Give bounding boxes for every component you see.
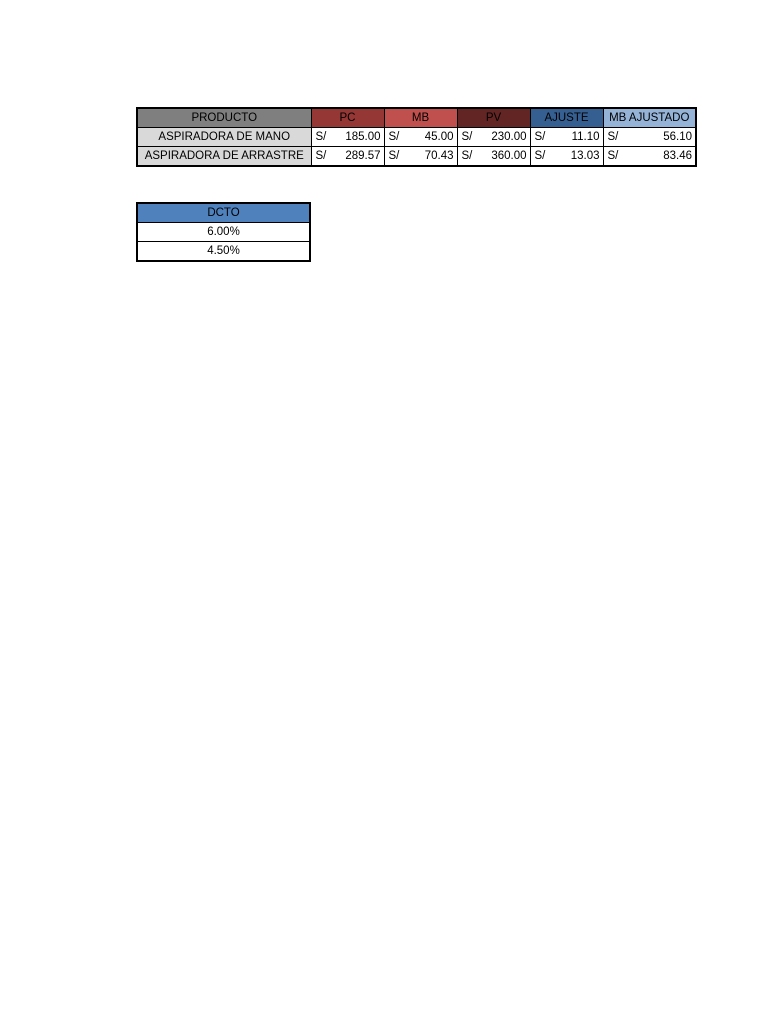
cell-dcto[interactable]: 4.50% [137,242,310,262]
cell-dcto[interactable]: 6.00% [137,223,310,242]
table-row [137,223,310,242]
amount: 230.00 [491,131,527,143]
header-mb[interactable]: MB [384,108,457,128]
currency-symbol: S/ [461,150,473,162]
currency-symbol: S/ [607,131,619,143]
cell-ajuste[interactable] [530,128,603,147]
discount-table [136,202,311,262]
table-row [137,128,696,147]
product-pricing-table [136,107,697,167]
amount: 13.03 [570,150,600,162]
currency-symbol: S/ [388,150,400,162]
table-row [137,147,696,167]
header-ajuste[interactable]: AJUSTE [530,108,603,128]
header-row [137,108,696,128]
cell-mb[interactable] [384,128,457,147]
currency-symbol: S/ [388,131,400,143]
currency-symbol: S/ [534,150,546,162]
amount: 45.00 [424,131,454,143]
cell-pv[interactable] [457,128,530,147]
amount: 289.57 [345,150,381,162]
cell-mb-ajustado[interactable] [603,147,696,167]
currency-symbol: S/ [315,131,327,143]
cell-mb[interactable] [384,147,457,167]
table-row [137,242,310,262]
header-mb-ajustado[interactable]: MB AJUSTADO [603,108,696,128]
amount: 83.46 [663,150,692,162]
header-dcto[interactable]: DCTO [137,203,310,223]
currency-symbol: S/ [461,131,473,143]
cell-ajuste[interactable] [530,147,603,167]
cell-producto[interactable]: ASPIRADORA DE ARRASTRE [137,147,311,167]
amount: 11.10 [571,131,600,143]
currency-symbol: S/ [607,150,619,162]
cell-producto[interactable]: ASPIRADORA DE MANO [137,128,311,147]
cell-pc[interactable] [311,147,384,167]
header-pc[interactable]: PC [311,108,384,128]
currency-symbol: S/ [315,150,327,162]
amount: 56.10 [663,131,692,143]
amount: 70.43 [424,150,454,162]
amount: 360.00 [491,150,527,162]
cell-pc[interactable] [311,128,384,147]
cell-pv[interactable] [457,147,530,167]
header-pv[interactable]: PV [457,108,530,128]
header-row [137,203,310,223]
amount: 185.00 [345,131,381,143]
cell-mb-ajustado[interactable] [603,128,696,147]
currency-symbol: S/ [534,131,546,143]
header-producto[interactable]: PRODUCTO [137,108,311,128]
